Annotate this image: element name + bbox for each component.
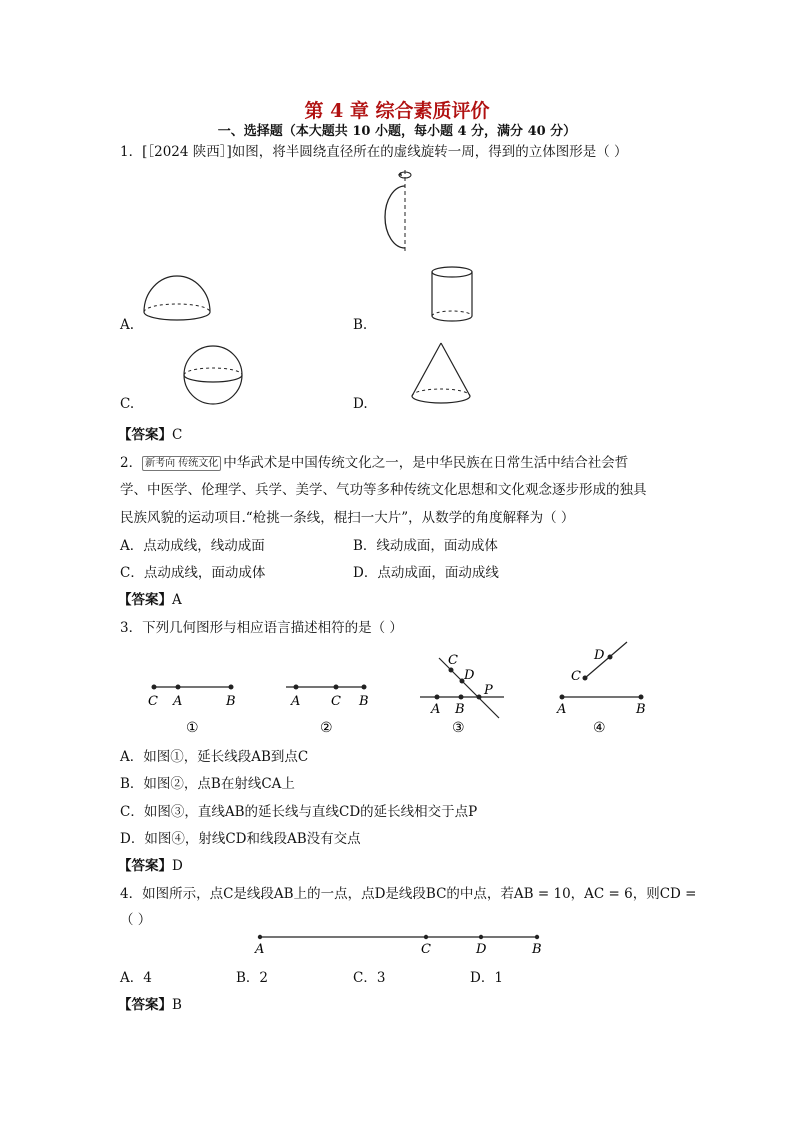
svg-text:②: ② bbox=[320, 720, 333, 736]
q1-stem: 1．[［2024 陕西］]如图，将半圆绕直径所在的虚线旋转一周，得到的立体图形是（ ） bbox=[120, 144, 628, 160]
q2-option-c: C．点动成线，面动成体 bbox=[120, 565, 266, 581]
svg-text:①: ① bbox=[186, 720, 199, 736]
svg-text:B: B bbox=[226, 694, 236, 709]
svg-text:B: B bbox=[359, 694, 369, 709]
svg-text:④: ④ bbox=[593, 720, 606, 736]
q3-stem: 3．下列几何图形与相应语言描述相符的是（ ） bbox=[120, 620, 403, 636]
q3-option-d: D．如图④，射线CD和线段AB没有交点 bbox=[120, 831, 361, 847]
cone-figure bbox=[408, 340, 474, 408]
q4-option-a: A．4 bbox=[120, 970, 152, 986]
q3-option-c: C．如图③，直线AB的延长线与直线CD的延长线相交于点P bbox=[120, 804, 478, 820]
svg-text:C: C bbox=[448, 653, 458, 668]
q4-option-d: D．1 bbox=[470, 970, 503, 986]
figure-1 bbox=[148, 685, 236, 737]
hemisphere-figure bbox=[140, 268, 214, 322]
q3-option-b: B．如图②，点B在射线CA上 bbox=[120, 776, 295, 792]
svg-text:D: D bbox=[594, 648, 605, 663]
q1-option-b: B. bbox=[353, 317, 368, 333]
q2-line1: 2． 新考向 传统文化 中华武术是中国传统文化之一，是中华民族在日常生活中结合社会哲 bbox=[120, 455, 629, 471]
svg-text:C: C bbox=[421, 942, 431, 957]
svg-text:A: A bbox=[431, 702, 441, 717]
svg-text:A: A bbox=[173, 694, 183, 709]
q2-line2: 学、中医学、伦理学、兵学、美学、气功等多种传统文化思想和文化观念逐步形成的独具 bbox=[120, 482, 647, 498]
q1-half-circle-figure bbox=[370, 166, 430, 254]
figure-2 bbox=[286, 685, 369, 737]
cylinder-figure bbox=[428, 264, 476, 326]
page-title: 第 4 章 综合素质评价 bbox=[304, 100, 490, 122]
q3-option-a: A．如图①，延长线段AB到点C bbox=[120, 749, 309, 765]
figure-3 bbox=[420, 653, 504, 736]
q2-option-b: B．线动成面，面动成体 bbox=[353, 538, 498, 554]
new-trend-tag: 新考向 传统文化 bbox=[142, 456, 221, 471]
svg-text:D: D bbox=[464, 668, 475, 683]
figure-4 bbox=[556, 642, 646, 736]
sphere-figure bbox=[180, 343, 246, 407]
svg-text:D: D bbox=[476, 942, 487, 957]
svg-text:C: C bbox=[148, 694, 158, 709]
svg-text:C: C bbox=[571, 669, 581, 684]
svg-text:A: A bbox=[291, 694, 301, 709]
svg-text:B: B bbox=[532, 942, 542, 957]
svg-text:P: P bbox=[484, 683, 493, 698]
q1-option-d: D. bbox=[353, 396, 368, 412]
q4-option-b: B．2 bbox=[236, 970, 269, 986]
svg-text:B: B bbox=[636, 702, 646, 717]
q3-figures bbox=[140, 638, 660, 738]
q1-answer: 【答案】C bbox=[118, 427, 183, 443]
q2-answer: 【答案】A bbox=[118, 592, 182, 608]
q4-segment-figure bbox=[250, 928, 550, 958]
svg-text:A: A bbox=[255, 942, 265, 957]
svg-text:③: ③ bbox=[452, 720, 465, 736]
svg-text:C: C bbox=[331, 694, 341, 709]
q2-option-a: A．点动成线，线动成面 bbox=[120, 538, 265, 554]
q4-option-c: C．3 bbox=[353, 970, 386, 986]
q1-option-a: A. bbox=[120, 317, 135, 333]
q4-line2: （ ） bbox=[120, 912, 152, 928]
q2-option-d: D．点动成面，面动成线 bbox=[353, 565, 499, 581]
section-heading: 一、选择题（本大题共 10 小题，每小题 4 分，满分 40 分） bbox=[217, 124, 577, 139]
q1-option-c: C. bbox=[120, 396, 135, 412]
q2-line3: 民族风貌的运动项目.“枪挑一条线，棍扫一大片”，从数学的角度解释为（ ） bbox=[120, 510, 575, 526]
q4-line1: 4．如图所示，点C是线段AB上的一点，点D是线段BC的中点，若AB = 10，AC = 6，则CD = bbox=[120, 886, 697, 902]
svg-text:A: A bbox=[557, 702, 567, 717]
q4-answer: 【答案】B bbox=[118, 997, 182, 1013]
q3-answer: 【答案】D bbox=[118, 858, 183, 874]
svg-text:B: B bbox=[455, 702, 465, 717]
